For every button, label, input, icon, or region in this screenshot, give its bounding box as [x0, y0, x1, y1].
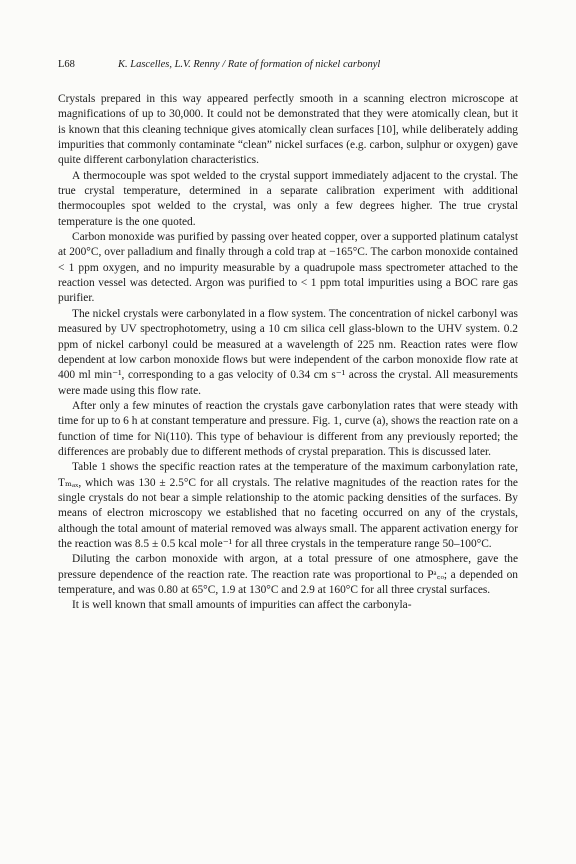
paragraph-specific-rates: Table 1 shows the specific reaction rates at the temperature of the maximum carbonylation rate, Tₘₐₓ, which was 130 ± 2.5°C for all crystals. The relative magnitudes of the reaction rates for the single crystals do not bear a simple relationship to the atomic packing densities of the surfaces. By means of electron microscopy we established that no faceting occurred on any of the crystals, although the total amount of material removed was always small. The apparent activation energy for the reaction was 8.5 ± 0.5 kcal mole⁻¹ for all three crystals in the temperature range 50–100°C. — [58, 461, 518, 550]
paragraph-reaction-rate-time: After only a few minutes of reaction the crystals gave carbonylation rates that were steady with time for up to 6 h at constant temperature and pressure. Fig. 1, curve (a), shows the reaction rate on a function of time for Ni(110). This type of behaviour is different from any previously reported; the differences are probably due to different methods of crystal preparation. This is discussed later. — [58, 399, 518, 458]
paragraph-pressure-dependence: Diluting the carbon monoxide with argon, at a total pressure of one atmosphere, gave the pressure dependence of the reaction rate. The reaction rate was proportional to Pᵃ꜀ₒ; a depended on temperature, and was 0.80 at 65°C, 1.9 at 130°C and 2.9 at 160°C for all three crystal surfaces. — [58, 553, 518, 596]
paragraph-flow-system: The nickel crystals were carbonylated in a flow system. The concentration of nickel carbonyl was measured by UV spectrophotometry, using a 10 cm silica cell glass-blown to the UHV system. 0.2 ppm of nickel carbonyl could be measured at a wavelength of 225 nm. Reaction rates were flow dependent at low carbon monoxide flows but were independent of the carbon monoxide flow rate at 400 ml min⁻¹, corresponding to a gas velocity of 0.34 cm s⁻¹ across the crystal. All measurements were made using this flow rate. — [58, 307, 518, 397]
paragraph-crystal-smoothness: Crystals prepared in this way appeared perfectly smooth in a scanning electron microscope at magnifications of up to 30,000. It could not be demonstrated that they were atomically clean, but it is known that this cleaning technique gives atomically clean surfaces [10], while deliberately adding impurities that commonly contaminate “clean” nickel surfaces (e.g. carbon, sulphur or oxygen) gave quite different carbonylation characteristics. — [58, 93, 518, 167]
running-title: K. Lascelles, L.V. Renny / Rate of formation of nickel carbonyl — [118, 59, 381, 70]
paragraph-thermocouple: A thermocouple was spot welded to the crystal support immediately adjacent to the crystal. The true crystal temperature, determined in a separate calibration experiment with additional thermocouples spot welded to the crystal, was only a few degrees higher. The true crystal temperature is the one quoted. — [58, 169, 518, 228]
body-text — [58, 92, 518, 614]
running-header — [58, 58, 518, 72]
paragraph-impurities: It is well known that small amounts of impurities can affect the carbonyla- — [72, 599, 412, 612]
page-number: L68 — [58, 59, 75, 70]
paragraph-co-purification: Carbon monoxide was purified by passing over heated copper, over a supported platinum catalyst at 200°C, over palladium and finally through a cold trap at −165°C. The carbon monoxide contained < 1 ppm oxygen, and no impurity measurable by a quadrupole mass spectrometer attached to the reaction vessel was detected. Argon was purified to < 1 ppm total impurities using a BOC rare gas purifier. — [58, 231, 518, 305]
